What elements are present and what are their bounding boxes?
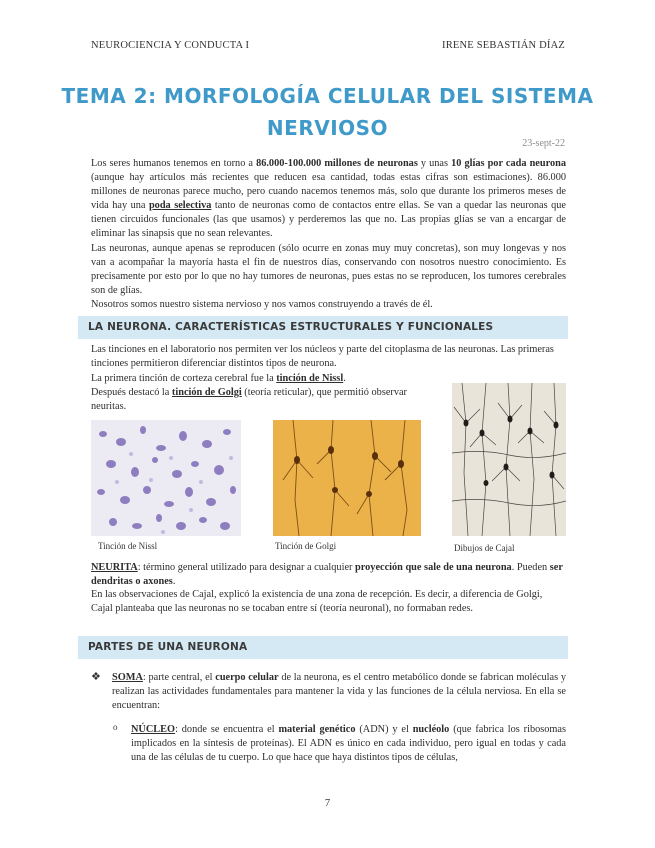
intro-paragraph-2: Las neuronas, aunque apenas se reproducen (sólo ocurre en zonas muy muy concretas), son muy longevas y nos van a acompañar la mayoría hasta el fin de nuestros días, conservando con nosotros nuestro conocimiento. Es precisamente por esto por lo que no hay tumores de neuronas, pues estas no se reproducen, los tumores cerebrales son de glías. (91, 242, 566, 296)
header-course: NEUROCIENCIA Y CONDUCTA I (91, 40, 250, 51)
cajal-illustration (452, 383, 566, 536)
title-line-2: NERVIOSO (266, 116, 389, 140)
section1-paragraph-3: Después destacó la tinción de Golgi (teoría reticular), que permitió observar neuritas. (91, 387, 407, 413)
soma-item: SOMA: parte central, el cuerpo celular de la neurona, es el centro metabólico donde se fabrican moléculas y realizan las actividades fundamentales para mantener la vida y las funciones de la célula nerviosa. En ella se encuentran: (112, 672, 566, 712)
circle-bullet-icon: o (113, 722, 118, 732)
section1-paragraph-1: Las tinciones en el laboratorio nos permiten ver los núcleos y parte del citoplasma de las neuronas. Las primeras tinciones permitieron diferenciar distintos tipos de neurona. (91, 344, 554, 370)
section1-paragraph-2: La primera tinción de corteza cerebral fue la tinción de Nissl. (91, 373, 346, 384)
intro-text (91, 157, 566, 312)
golgi-stain-image (273, 420, 421, 536)
cajal-drawing-image (452, 383, 566, 536)
intro-paragraph-3: Nosotros somos nuestro sistema nervioso y nos vamos construyendo a través de él. (91, 298, 433, 310)
caption-golgi: Tinción de Golgi (275, 541, 337, 551)
header-author: IRENE SEBASTIÁN DÍAZ (442, 40, 565, 51)
section-heading-partes: PARTES DE UNA NEURONA (78, 636, 568, 659)
caption-nissl: Tinción de Nissl (98, 541, 158, 551)
date: 23-sept-22 (522, 138, 565, 149)
cajal-paragraph: En las observaciones de Cajal, explicó la existencia de una zona de recepción. Es decir, a diferencia de Golgi, Cajal planteaba que las neuronas no se tocaban entre sí (teoría neuronal), no formaban redes. (91, 589, 543, 615)
page-title (60, 80, 595, 144)
caption-cajal: Dibujos de Cajal (454, 543, 515, 553)
golgi-illustration (273, 420, 421, 536)
section-heading-neurona: LA NEURONA. CARACTERÍSTICAS ESTRUCTURALES Y FUNCIONALES (78, 316, 568, 339)
page-number: 7 (324, 798, 331, 809)
nissl-stain-image (91, 420, 241, 536)
nucleo-item: NÚCLEO: donde se encuentra el material genético (ADN) y el nucléolo (que fabrica los ribosomas implicados en la síntesis de proteínas). El ADN es único en cada individuo, pero igual en todas y cada una de las células de tu cuerpo. Lo que hace que haya distintos tipos de células, (131, 724, 567, 764)
diamond-bullet-icon: ❖ (91, 671, 101, 683)
nissl-illustration (91, 420, 241, 536)
title-line-1: TEMA 2: MORFOLOGÍA CELULAR DEL SISTEMA (61, 84, 594, 108)
neurita-definition: NEURITA: término general utilizado para designar a cualquier proyección que sale de una neurona. Pueden ser dendritas o axones. (91, 562, 563, 588)
intro-paragraph-1: Los seres humanos tenemos en torno a 86.000-100.000 millones de neuronas y unas 10 glías por cada neurona (aunque hay artículos más recientes que reducen esa cantidad, todas estas cifras son estimaciones). 86.000 millones de neuronas parece mucho, pero cuando nacemos tenemos más, solo que durante los primeros meses de vida hay una poda selectiva tanto de neuronas como de contactos entre ellas. Se van a quedar las neuronas que tienen circuidos funcionales (las que usamos) y perderemos las que no. Las propias glías se van a encargar de eliminar las sinapsis que no sean relevantes. (91, 158, 566, 240)
